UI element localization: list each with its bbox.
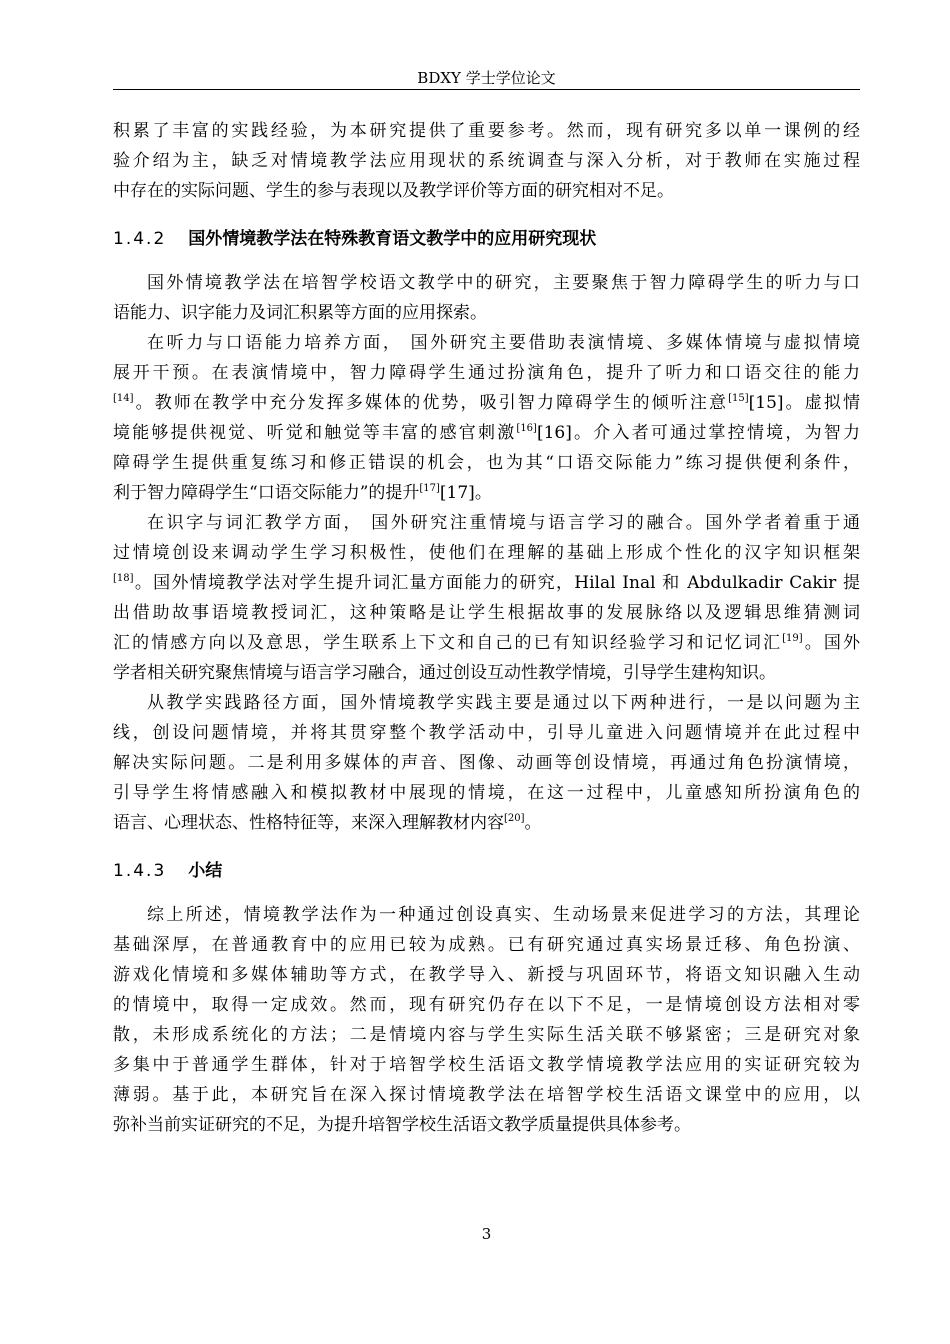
- text-line: 语能力、识字能力及词汇积累等方面的应用探索。: [113, 303, 487, 323]
- text-line: 在听力与口语能力培养方面， 国外研究主要借助表演情境、多媒体情境与虚拟情境: [147, 333, 860, 353]
- text-line: 从教学实践路径方面，国外情境教学实践主要是通过以下两种进行，一是以问题为主: [147, 693, 860, 713]
- text-line: 解决实际问题。二是利用多媒体的声音、图像、动画等创设情境，再通过角色扮演情境，: [113, 753, 860, 773]
- text-line: [113, 418, 860, 448]
- text-span: 。教师在教学中充分发挥多媒体的优势，吸引智力障碍学生的倾听注意: [133, 393, 729, 413]
- text-span: 。国外情境教学法对学生提升词汇量方面能力的研究，Hilal Inal 和 Abdulkadir Cakir 提: [133, 573, 860, 593]
- text-span: [15]。虚拟情: [748, 393, 860, 413]
- text-line: 出借助故事语境教授词汇，这种策略是让学生根据故事的发展脉络以及逻辑思维猜测词: [113, 603, 860, 623]
- text-line: 验介绍为主，缺乏对情境教学法应用现状的系统调查与深入分析，对于教师在实施过程: [113, 151, 860, 171]
- section-title: 小结: [188, 861, 223, 881]
- paragraph-literacy-vocabulary: [113, 508, 860, 688]
- text-span: 语言、心理状态、性格特征等，来深入理解教材内容: [113, 813, 504, 833]
- section-title: 国外情境教学法在特殊教育语文教学中的应用研究现状: [188, 229, 597, 249]
- section-heading-1-4-3: [113, 856, 860, 886]
- text-line: 基础深厚，在普通教育中的应用已较为成熟。已有研究通过真实场景迁移、角色扮演、: [113, 935, 860, 955]
- text-line: 综上所述，情境教学法作为一种通过创设真实、生动场景来促进学习的方法，其理论: [147, 905, 860, 925]
- text-line: 线，创设问题情境，并将其贯穿整个教学活动中，引导儿童进入问题情境并在此过程中: [113, 723, 860, 743]
- text-line: 弥补当前实证研究的不足，为提升培智学校生活语文教学质量提供具体参考。: [113, 1115, 691, 1135]
- paragraph-listening-speaking: [113, 328, 860, 508]
- text-span: 。: [524, 813, 542, 833]
- text-line: 积累了丰富的实践经验，为本研究提供了重要参考。然而，现有研究多以单一课例的经: [113, 121, 860, 141]
- text-line: 国外情境教学法在培智学校语文教学中的研究，主要聚焦于智力障碍学生的听力与口: [147, 273, 860, 293]
- text-line: 的情境中，取得一定成效。然而，现有研究仍存在以下不足，一是情境创设方法相对零: [113, 995, 860, 1015]
- citation: [14]: [113, 393, 134, 404]
- citation: [17]: [419, 483, 440, 494]
- text-line: [113, 388, 860, 418]
- text-line: 过情境创设来调动学生学习积极性，使他们在理解的基础上形成个性化的汉字知识框架: [113, 543, 860, 563]
- text-line: 多集中于普通学生群体，针对于培智学校生活语文教学情境教学法应用的实证研究较为: [113, 1055, 860, 1075]
- text-line: 展开干预。在表演情境中，智力障碍学生通过扮演角色，提升了听力和口语交往的能力: [113, 363, 860, 383]
- text-line: 障碍学生提供重复练习和修正错误的机会，也为其“口语交际能力”练习提供便利条件，: [113, 453, 860, 473]
- citation: [16]: [516, 423, 537, 434]
- text-line: [113, 808, 860, 838]
- text-line: 薄弱。基于此，本研究旨在深入探讨情境教学法在培智学校生活语文课堂中的应用，以: [113, 1085, 860, 1105]
- paragraph-overview: [113, 268, 860, 328]
- citation: [20]: [504, 813, 525, 824]
- text-line: 散，未形成系统化的方法；二是情境内容与学生实际生活关联不够紧密；三是研究对象: [113, 1025, 860, 1045]
- page-number: 3: [481, 1225, 492, 1243]
- text-line: 游戏化情境和多媒体辅助等方式，在教学导入、新授与巩固环节，将语文知识融入生动: [113, 965, 860, 985]
- paragraph-summary: [113, 900, 860, 1140]
- page-body: [113, 116, 860, 1140]
- paragraph-practice-paths: [113, 688, 860, 838]
- citation: [19]: [782, 633, 803, 644]
- citation: [18]: [113, 573, 134, 584]
- header-rule: [113, 89, 860, 90]
- text-span: 汇的情感方向以及意思，学生联系上下文和自己的已有知识经验学习和记忆词汇: [113, 633, 783, 653]
- text-line: 引导学生将情感融入和模拟教材中展现的情境，在这一过程中，儿童感知所扮演角色的: [113, 783, 860, 803]
- text-span: [17]。: [439, 483, 492, 503]
- text-span: 。国外: [802, 633, 860, 653]
- text-span: 境能够提供视觉、听觉和触觉等丰富的感官刺激: [113, 423, 517, 443]
- section-heading-1-4-2: [113, 224, 860, 254]
- text-line: 中存在的实际问题、学生的参与表现以及教学评价等方面的研究相对不足。: [113, 181, 674, 201]
- text-line: [113, 628, 860, 658]
- running-header: BDXY 学士学位论文: [417, 69, 556, 87]
- intro-paragraph: [113, 116, 860, 206]
- section-number: 1.4.2: [113, 229, 167, 249]
- text-line: 学者相关研究聚焦情境与语言学习融合，通过创设互动性教学情境，引导学生建构知识。: [113, 663, 776, 683]
- text-span: 利于智力障碍学生“口语交际能力”的提升: [113, 483, 420, 503]
- text-line: [113, 478, 860, 508]
- citation: [15]: [728, 393, 749, 404]
- text-line: 在识字与词汇教学方面， 国外研究注重情境与语言学习的融合。国外学者着重于通: [147, 513, 860, 533]
- text-line: [113, 568, 860, 598]
- text-span: [16]。介入者可通过掌控情境，为智力: [536, 423, 860, 443]
- section-number: 1.4.3: [113, 861, 167, 881]
